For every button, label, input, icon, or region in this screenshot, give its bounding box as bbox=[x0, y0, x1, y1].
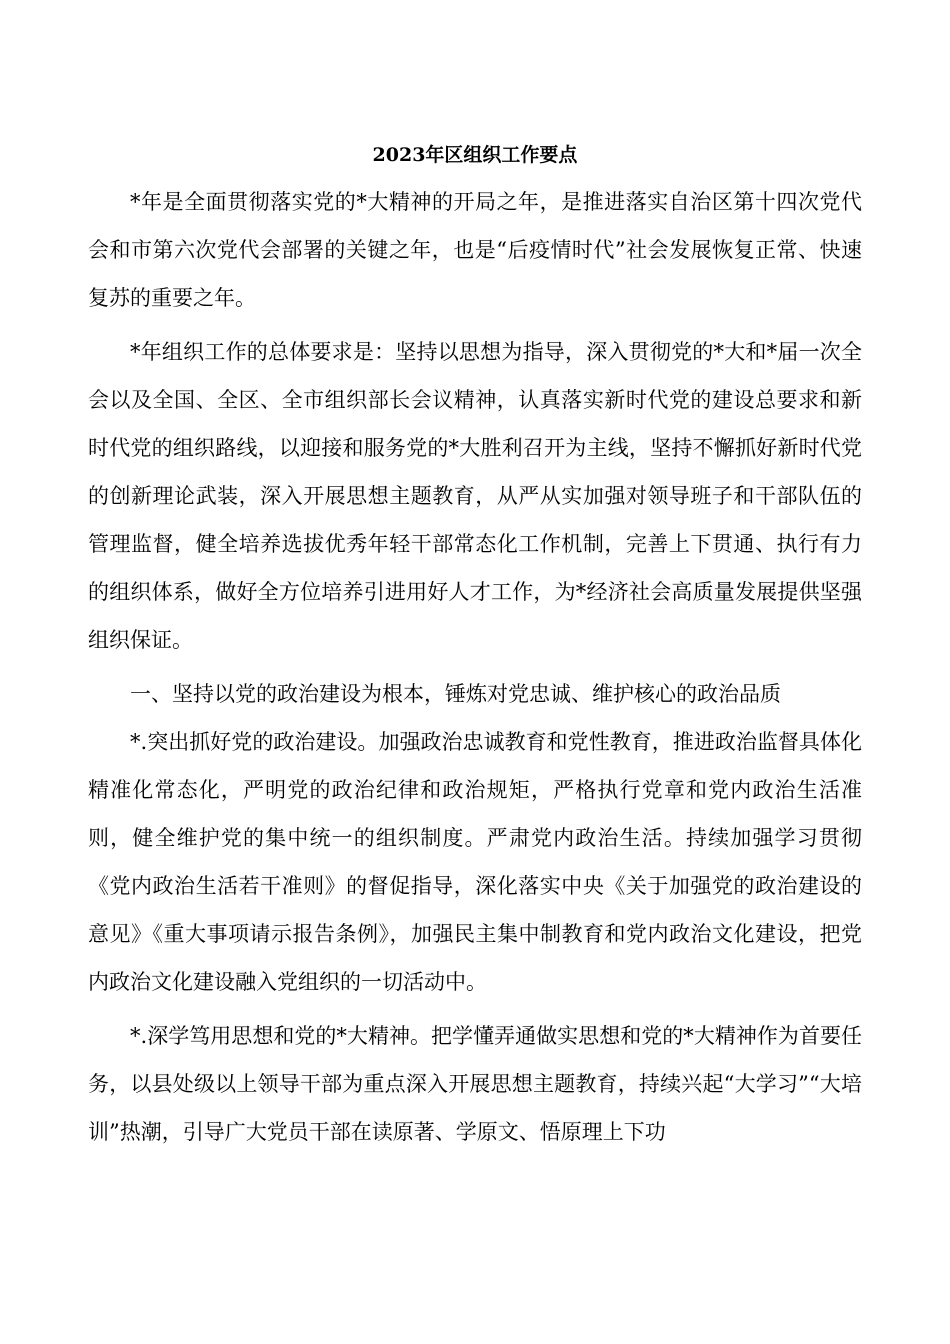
section-heading-1: 一、坚持以党的政治建设为根本，锤炼对党忠诚、维护核心的政治品质 bbox=[130, 682, 781, 706]
paragraph-4: *.深学笃用思想和党的*大精神。把学懂弄通做实思想和党的*大精神作为首要任务，以县处级以上领导干部为重点深入开展思想主题教育，持续兴起“大学习”“大培训”热潮，引导广大党员干部在读原著、学原文、悟原理上下功 bbox=[88, 1024, 862, 1144]
document-title: 2023年区组织工作要点 bbox=[372, 144, 578, 166]
paragraph-2: *年组织工作的总体要求是：坚持以思想为指导，深入贯彻党的*大和*届一次全会以及全国、全区、全市组织部长会议精神，认真落实新时代党的建设总要求和新时代党的组织路线，以迎接和服务党的*大胜利召开为主线，坚持不懈抓好新时代党的创新理论武装，深入开展思想主题教育，从严从实加强对领导班子和干部队伍的管理监督，健全培养选拔优秀年轻干部常态化工作机制，完善上下贯通、执行有力的组织体系，做好全方位培养引进用好人才工作，为*经济社会高质量发展提供坚强组织保证。 bbox=[88, 340, 862, 652]
paragraph-3: *.突出抓好党的政治建设。加强政治忠诚教育和党性教育，推进政治监督具体化精准化常态化，严明党的政治纪律和政治规矩，严格执行党章和党内政治生活准则，健全维护党的集中统一的组织制度。严肃党内政治生活。持续加强学习贯彻《党内政治生活若干准则》的督促指导，深化落实中央《关于加强党的政治建设的意见》《重大事项请示报告条例》，加强民主集中制教育和党内政治文化建设，把党内政治文化建设融入党组织的一切活动中。 bbox=[88, 730, 862, 994]
document-page bbox=[88, 138, 862, 1156]
paragraph-1: *年是全面贯彻落实党的*大精神的开局之年，是推进落实自治区第十四次党代会和市第六次党代会部署的关键之年，也是“后疫情时代”社会发展恢复正常、快速复苏的重要之年。 bbox=[88, 190, 862, 310]
